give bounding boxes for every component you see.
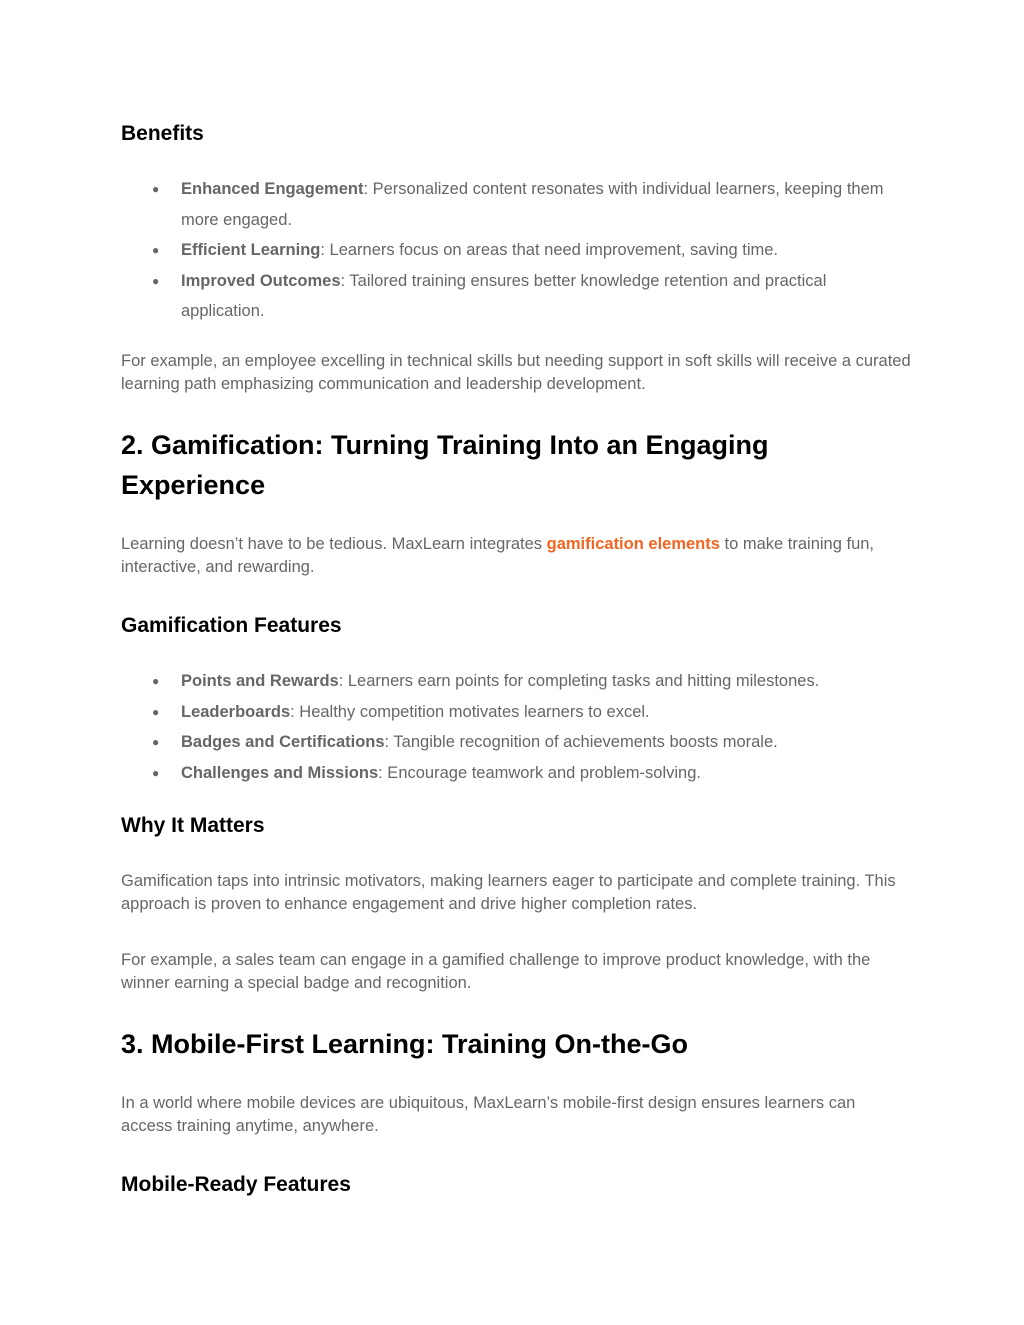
bullet-text: : Learners earn points for completing tasks and hitting milestones.	[338, 672, 820, 690]
bullet-term: Badges and Certifications	[181, 733, 385, 751]
bullet-icon: ●	[152, 704, 160, 719]
bullet-text: : Tangible recognition of achievements boosts morale.	[384, 733, 778, 751]
benefits-heading: Benefits	[121, 122, 204, 145]
list-item	[121, 727, 911, 758]
gamification-heading: 2. Gamification: Turning Training Into an Engaging Experience	[121, 430, 769, 500]
bullet-term: Points and Rewards	[181, 672, 339, 690]
mobile-features-heading: Mobile-Ready Features	[121, 1173, 351, 1196]
list-item	[121, 697, 911, 728]
bullet-text: : Healthy competition motivates learners to excel.	[290, 702, 650, 721]
list-item	[121, 666, 911, 697]
bullet-term: Challenges and Missions	[181, 763, 379, 782]
gamification-features-list	[121, 666, 911, 788]
list-item	[121, 174, 911, 235]
benefits-example: For example, an employee excelling in technical skills but needing support in soft skills will receive a curated learning path emphasizing communication and leadership development.	[121, 352, 911, 393]
list-item	[121, 758, 911, 789]
bullet-text: : Personalized content resonates with individual learners, keeping them more engaged.	[181, 180, 884, 229]
bullet-term: Leaderboards	[181, 702, 291, 721]
why-it-matters-text: Gamification taps into intrinsic motivators, making learners eager to participate and complete training. This approach is proven to enhance engagement and drive higher completion rates.	[121, 872, 896, 913]
bullet-icon: ●	[152, 735, 160, 749]
why-it-matters-heading: Why It Matters	[121, 814, 265, 837]
bullet-icon: ●	[152, 674, 160, 688]
benefits-list	[121, 174, 911, 327]
mobile-intro: In a world where mobile devices are ubiquitous, MaxLearn’s mobile-first design ensures learners can access training anytime, anywhere.	[121, 1094, 856, 1135]
intro-text: to make training fun, interactive, and rewarding.	[121, 535, 875, 576]
gamification-intro	[121, 533, 911, 579]
bullet-text: : Tailored training ensures better knowledge retention and practical application.	[181, 271, 827, 320]
bullet-icon: ●	[152, 765, 160, 780]
bullet-term: Efficient Learning	[181, 241, 321, 259]
bullet-icon: ●	[152, 273, 160, 288]
bullet-icon: ●	[152, 182, 160, 196]
gamification-example: For example, a sales team can engage in a gamified challenge to improve product knowledge, with the winner earning a special badge and recognition.	[121, 951, 871, 992]
bullet-term: Improved Outcomes	[181, 271, 341, 290]
list-item	[121, 266, 911, 327]
bullet-icon: ●	[152, 243, 160, 257]
bullet-term: Enhanced Engagement	[181, 180, 364, 198]
list-item	[121, 235, 911, 266]
intro-text: Learning doesn’t have to be tedious. MaxLearn integrates	[121, 535, 547, 553]
gamification-features-heading: Gamification Features	[121, 614, 342, 637]
gamification-elements-link[interactable]: gamification elements	[546, 535, 720, 553]
mobile-heading: 3. Mobile-First Learning: Training On-the-Go	[121, 1029, 688, 1059]
bullet-text: : Encourage teamwork and problem-solving.	[378, 763, 701, 782]
bullet-text: : Learners focus on areas that need improvement, saving time.	[320, 241, 779, 259]
